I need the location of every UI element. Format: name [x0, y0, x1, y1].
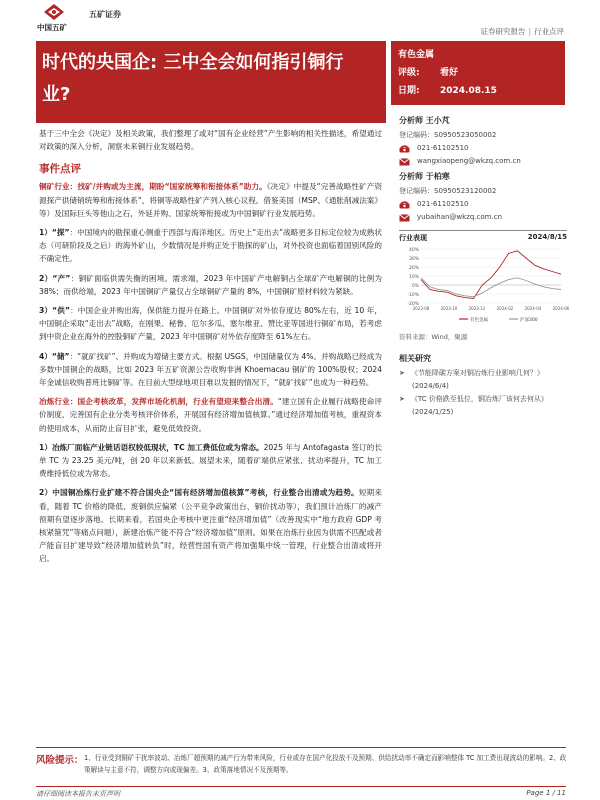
paragraph-reserve: 4）“储”：“就矿找矿”、并购成为增储主要方式。根据 USGS，中国储量仅为 4%。并购战略已经成为多数中国铜企的战略，比如 2023 年五矿资源公告收购非洲 Khoemacau 铜矿的 100%股权；2024 年金诚信收购普班比铜矿等。在目前大型绿地项目难以发掘的情况下，“就矿找矿”也成为一种趋势。: [39, 351, 383, 388]
chart-header: [399, 231, 567, 245]
analyst-email[interactable]: yubaihan@wkzq.com.cn: [399, 211, 569, 224]
y-tick-label: 20%: [408, 266, 419, 271]
company-sub-name: 五矿证券: [89, 10, 121, 19]
footer-divider: [36, 786, 566, 787]
risk-warning: [36, 752, 568, 776]
title-line-1: 时代的央国企: 三中全会如何指引铜行: [42, 52, 344, 73]
company-logo-icon: [43, 3, 65, 21]
footer-disclaimer: 请仔细阅读本报告末页声明: [36, 790, 120, 798]
rating-value: 看好: [440, 68, 459, 78]
paragraph-smelting: 冶炼行业：国企考核改革，发挥市场化机制，行业有望迎来整合出清。“建立国有企业履行战略使命评价制度，完善国有企业分类考核评价体系，开展国有经济增加值核算。”通过经济增加值考核，重视资本的使用成本，从而防止盲目扩张，避免低效投资。: [39, 397, 383, 433]
analyst-name: 分析师 于柏寒: [399, 172, 450, 181]
report-subtype-tag: 行业点评: [534, 27, 564, 36]
y-tick-label: 30%: [408, 257, 419, 262]
related-item-date: (2024/6/4): [412, 382, 449, 390]
legend-label: 沪深300: [520, 318, 538, 323]
chart-date: 2024/8/15: [527, 233, 567, 241]
x-tick-label: 2024-06: [552, 306, 570, 311]
page-number: Page 1 / 11: [526, 789, 566, 797]
paragraph-tc-fee: 1）冶炼厂面临产业链话语权较低现状，TC 加工费低位或为常态。2025 年与 Antofagasta 签订的长单 TC 为 23.25 美元/吨，创 20 年以来新低。展望未来，随着矿端供应紧张、扰动率提升，TC 加工费维持低位或为常态。: [39, 442, 382, 479]
date-value: 2024.08.15: [440, 86, 497, 96]
x-tick-label: 2024-02: [496, 306, 514, 311]
legend-label: 有色金属: [470, 318, 488, 323]
y-tick-label: -20%: [407, 302, 419, 307]
y-tick-label: 10%: [408, 275, 419, 280]
title-line-2: 业?: [42, 84, 71, 105]
phone-icon: [399, 145, 410, 153]
bullet-icon: ➤: [399, 369, 405, 377]
date-row: 日期: 2024.08.15: [398, 82, 558, 100]
analyst-block-1: [399, 115, 569, 168]
related-item-date: (2024/1/25): [412, 408, 454, 416]
analyst-phone: 021-61102510: [399, 198, 569, 211]
paragraph-produce: 2）“产”：铜矿面临供需失衡的困境。需求端，2023 年中国矿产电解铜占全球矿产电解铜的比例为 38%；而供给端，2023 年中国铜矿产量仅占全球铜矿产量的 8%，中国铜矿原材料较为紧缺。: [39, 273, 382, 296]
paragraph-supply: 3）“供”：中国企业并购出海，保供能力提升在路上。中国铜矿对外依存度达 80%左右，近 10 年，中国铜企采取“走出去”战略，在刚果、秘鲁、厄尔多瓜、塞尔维亚、赞比亚等国进行铜矿布局，若考虑到中资企业在海外的控股铜矿产量，2023 年中国铜矿对外依存度降至 61%左右。: [39, 306, 383, 342]
paragraph-consolidation: 2）中国铜冶炼行业扩建不符合国央企“国有经济增加值核算”考核，行业整合出清或为趋势。短期来看，随着 TC 价格的降低、废铜供应偏紧（公平竞争政策出台、铜价扰动等），我们预计冶炼厂的减产预期有望逐步落地。长期来看，若国央企考核中更注重“经济增加值”（改善现实中“地方政府 GDP 考核紧箍咒”等痛点问题），新建冶炼产能不符合“经济增加值”原则。如果在冶炼行业因为供需不匹配或者产能盲目扩建导致“经济增加值转负”时，经营性国有资产将加强集中统一管理，行业整合出清或将开启。: [39, 488, 383, 564]
analyst-block-2: [399, 171, 569, 224]
email-icon: [399, 158, 410, 166]
risk-label: 风险提示：: [36, 755, 84, 766]
event-desc-heading: 事件描述: [39, 110, 81, 122]
rating-row: 评级: 看好: [398, 64, 558, 82]
analyst-email[interactable]: wangxiaopeng@wkzq.com.cn: [399, 155, 569, 168]
x-tick-label: 2023-10: [440, 306, 458, 311]
y-tick-label: 40%: [408, 248, 419, 253]
y-tick-label: -10%: [407, 293, 419, 298]
rating-box: [391, 41, 565, 105]
x-tick-label: 2024-04: [524, 306, 542, 311]
sidebar: [399, 115, 569, 419]
phone-icon: [399, 201, 410, 209]
y-tick-label: 0%: [411, 284, 419, 289]
report-type-tag: 证券研究报告: [480, 27, 526, 36]
paragraph-explore: 1）“探”：中国境内的勘探重心侧重于西部与海洋地区。历史上“走出去”战略更多目标定位较为成熟状态（可研阶段及之后）的海外矿山，少数情况是并购正处于勘探的矿山，对外投资也面临着国别风险的不确定性。: [39, 228, 383, 264]
related-research-heading: 相关研究: [399, 354, 431, 363]
report-tags: 证券研究报告 | 行业点评: [480, 27, 564, 36]
chart-title: 行业表现: [399, 234, 427, 242]
risk-text: 1、行业受到铜矿干扰率波动、冶炼厂超预期的减产行为带来风险，行业或存在国产化投放不及预期、供给扰动率不确定而影响整体 TC 加工费出现波动的影响。2、政策解读与主意不符，调整方向或现偏差。3、政策落地情况不及预期等。: [84, 754, 567, 774]
related-item[interactable]: ➤ 《TC 价格跌至低位，铜冶炼厂该何去何从》: [399, 393, 569, 406]
related-item[interactable]: ➤ 《节能降碳方案对铜冶炼行业影响几何？》: [399, 367, 569, 380]
x-tick-label: 2023-08: [412, 306, 430, 311]
event-desc-text: 基于三中全会《决定》及相关政策，我们整理了或对“国有企业经营”产生影响的相关性描述，希望通过对政策的深入分析，洞察未来铜行业发展趋势。: [39, 129, 382, 152]
main-content: [39, 108, 382, 566]
industry-performance-chart: [399, 230, 570, 341]
chart-source: 资料来源：Wind，聚源: [399, 333, 468, 341]
analyst-reg: 登记编码： S0950523050002: [399, 131, 497, 139]
industry-row: 有色金属: [398, 50, 435, 60]
x-tick-label: 2023-12: [468, 306, 486, 311]
email-icon: [399, 214, 410, 222]
event-comment-heading: 事件点评: [39, 163, 81, 176]
analyst-name: 分析师 王小芃: [399, 116, 450, 125]
risk-divider: [36, 747, 566, 748]
chart-svg: [399, 245, 570, 327]
company-name: 中国五矿: [37, 23, 67, 32]
paragraph-mining: 铜矿行业：找矿/并购或为主流，期盼“国家统筹和衔接体系”助力。《决定》中提及“完善战略性矿产资源探产供储销统筹和衔接体系”，将铜等战略性矿产列入核心议程。借鉴美国（MSP、《通胀削减法案》等）及国际巨头等他山之石，外延并购、国家统筹衔接或为中国铜矿行业发展趋势。: [39, 182, 382, 218]
analyst-phone: 021-61102510: [399, 142, 569, 155]
analyst-reg: 登记编码： S0950523120002: [399, 187, 497, 195]
bullet-icon: ➤: [399, 395, 405, 403]
